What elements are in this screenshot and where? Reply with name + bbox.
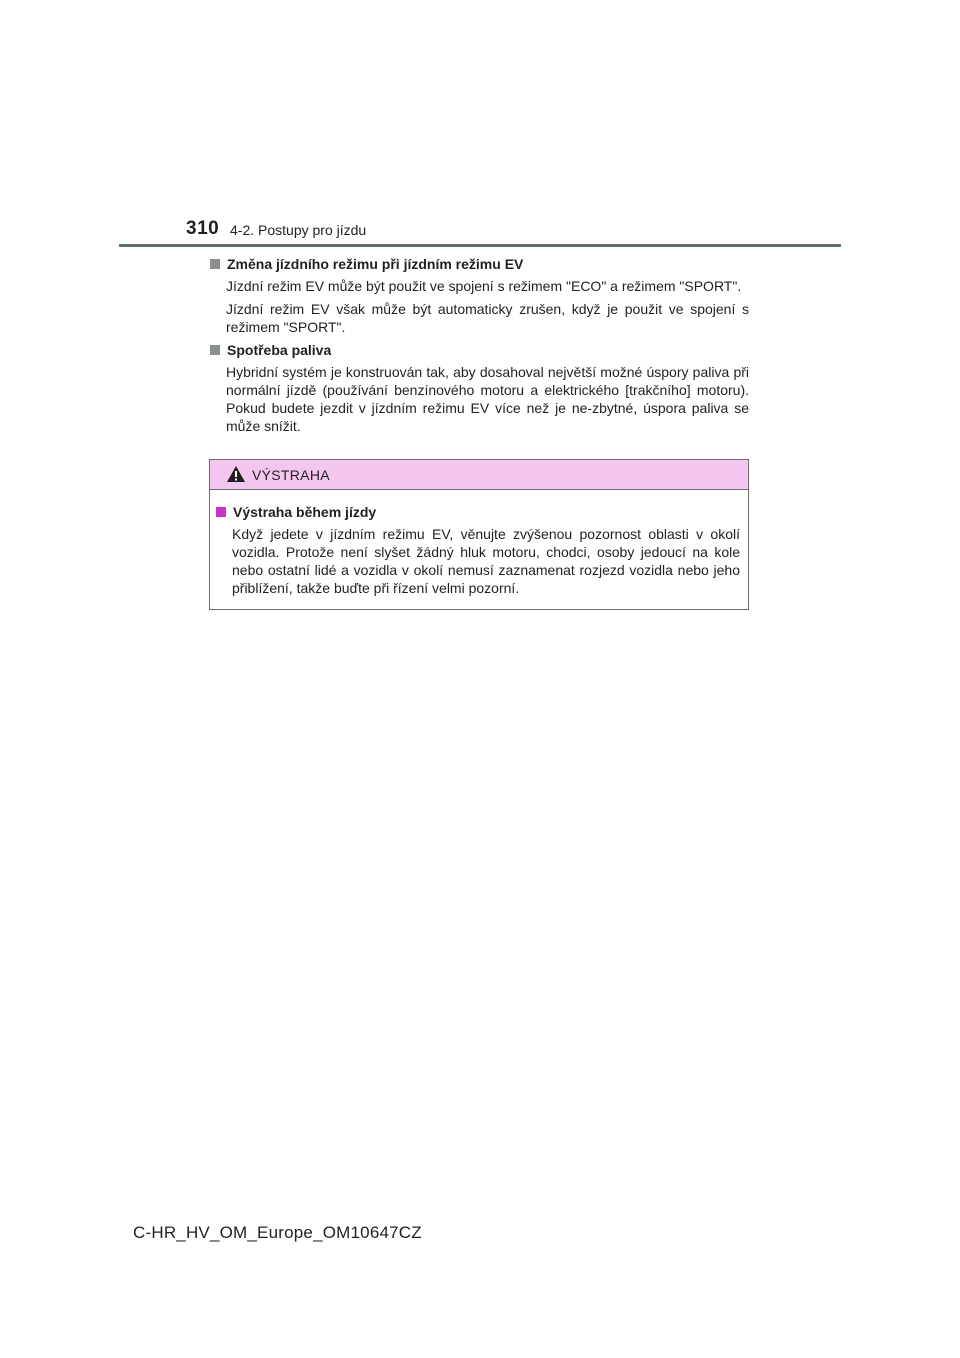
heading-text: Změna jízdního režimu při jízdním režimu EV [227,256,524,272]
paragraph: Jízdní režim EV může být použit ve spojení s režimem "ECO" a režimem "SPORT". [226,278,742,294]
section-title: 4-2. Postupy pro jízdu [230,222,367,238]
heading-text: Spotřeba paliva [227,342,332,358]
warning-triangle-icon [226,465,246,483]
paragraph: Jízdní režim EV však může být automaticky zrušen, když je použit ve spojení s režimem "SPORT". [226,301,749,335]
warning-header [210,460,748,490]
warning-box [209,459,749,610]
warning-title: VÝSTRAHA [252,467,330,483]
section-heading [209,341,749,359]
warning-body [210,490,748,597]
heading-text: Výstraha během jízdy [233,504,377,520]
bullet-square-icon [210,259,220,269]
warning-paragraph: Když jedete v jízdním režimu EV, věnujte zvýšenou pozornost oblasti v okolí vozidla. Protože není slyšet žádný hluk motoru, chodci, osoby jedoucí na kole nebo ostatní lidé a vozidla v okolí nemusí zaznamenat rozjezd vozidla nebo jeho přiblížení, takže buďte při řízení velmi pozorní. [232,526,740,596]
main-content [209,255,749,440]
header-rule [119,244,841,247]
paragraph: Hybridní systém je konstruován tak, aby dosahoval největší možné úspory paliva při normální jízdě (používání benzínového motoru a elektrického [trakčního] motoru). Pokud budete jezdit v jízdním režimu EV více než je ne-zbytné, úspora paliva se může snížit. [226,364,749,434]
bullet-square-icon [210,345,220,355]
bullet-square-icon [216,507,226,517]
section-heading [209,255,749,273]
page-number: 310 [186,218,220,239]
warning-heading [215,503,740,521]
document-code: C-HR_HV_OM_Europe_OM10647CZ [133,1223,422,1242]
